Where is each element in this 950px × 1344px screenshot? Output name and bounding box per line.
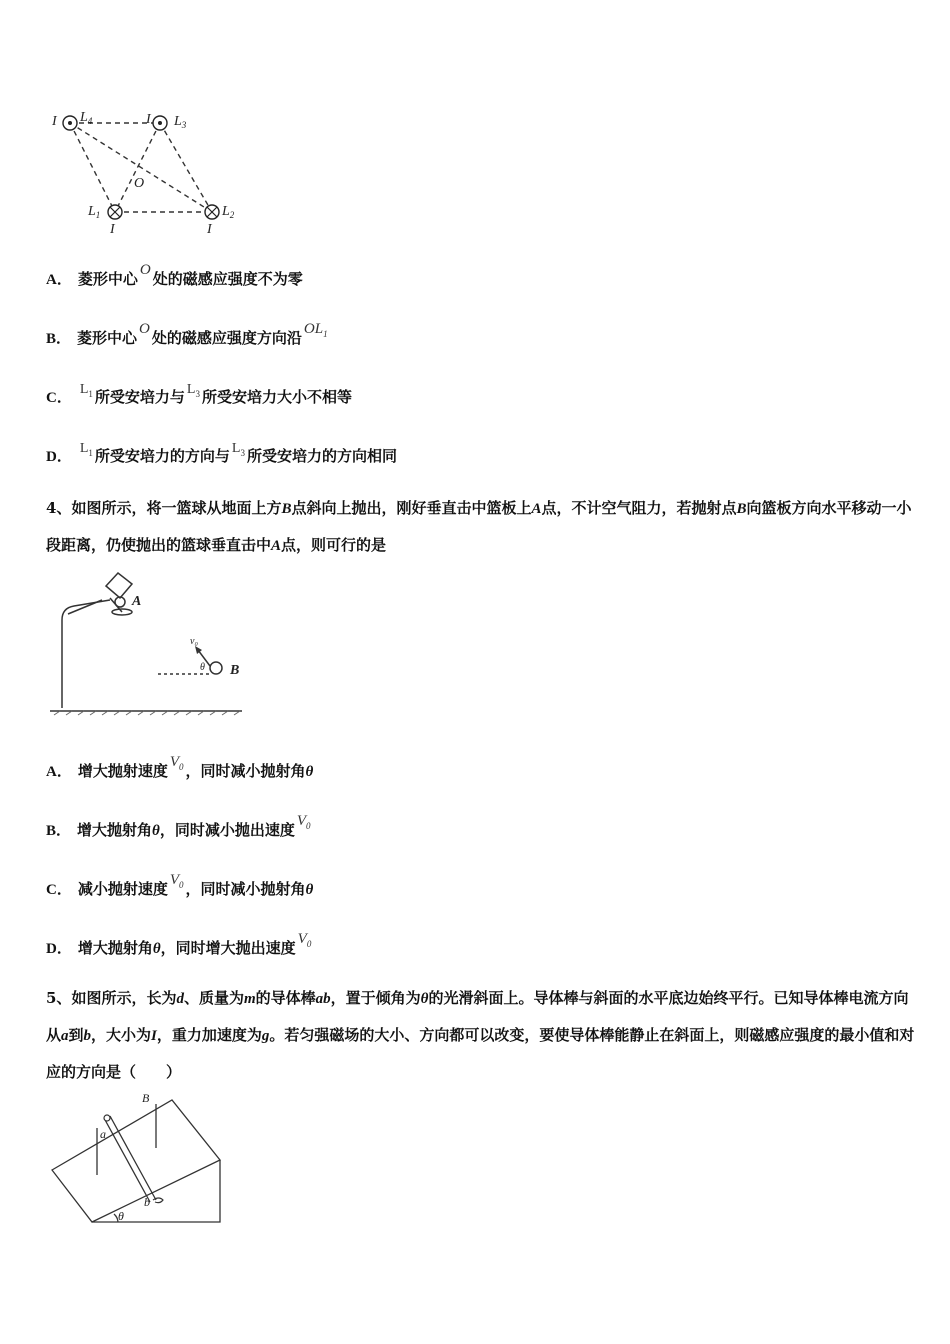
label-I: I <box>146 112 151 127</box>
label-theta: θ <box>118 1209 124 1223</box>
label-b: b <box>144 1195 150 1209</box>
q4-stem: 4、如图所示，将一篮球从地面上方B点斜向上抛出，刚好垂直击中篮板上A点，不计空气阻力，若抛射点B向篮板方向水平移动一小段距离，仍使抛出的篮球垂直击中A点，则可行的是 <box>46 499 912 554</box>
rod-end-b-icon <box>153 1198 163 1203</box>
label-B: B <box>142 1091 150 1105</box>
label-O: O <box>134 176 145 191</box>
q3-option-a: A． 菱形中心 O 处的磁感应强度不为零 <box>46 262 303 288</box>
label-a: a <box>100 1127 106 1141</box>
dot-icon <box>68 121 72 125</box>
q5-stem: 5、如图所示，长为d、质量为m的导体棒ab，置于倾角为θ的光滑斜面上。导体棒与斜面的水平底边始终平行。已知导体棒电流方向从a到b，大小为I，重力加速度为g。若匀强磁场的大小、方向都可以改变，要使导体棒能静止在斜面上，则磁感应强度的最小值和对应的方向是（ ） <box>46 989 915 1081</box>
q3-option-c: C．$L_1$ 所受安培力与 $L_3$ 所受安培力大小不相等 <box>46 382 352 406</box>
label-L2: $L_2$ <box>222 204 235 220</box>
q4-option-a: A． 增大抛射速度 $V_0$ ，同时减小抛射角θ <box>46 754 314 780</box>
label-I: I <box>207 222 212 237</box>
q4-option-d: D． 增大抛射角θ，同时增大抛出速度 $V_0$ <box>46 931 312 957</box>
incline-rod-figure <box>48 1090 228 1230</box>
q3-option-b: B． 菱形中心 O 处的磁感应强度方向沿 $OL_1$ <box>46 321 328 347</box>
ball-at-b-icon <box>210 662 222 674</box>
label-theta: θ <box>200 662 205 673</box>
label-L1: $L_1$ <box>88 204 101 220</box>
basketball-figure <box>50 568 250 718</box>
rhombus-wires-figure <box>50 105 250 240</box>
label-A: A <box>132 594 142 609</box>
label-I: I <box>52 114 57 129</box>
label-L3: $L_3$ <box>174 114 187 130</box>
label-v0: v₀ <box>190 636 198 647</box>
label-I: I <box>110 222 115 237</box>
q3-option-d: D．$L_1$ 所受安培力的方向与 $L_3$ 所受安培力的方向相同 <box>46 441 397 465</box>
q4-option-c: C． 减小抛射速度 $V_0$ ，同时减小抛射角θ <box>46 872 314 898</box>
rod-end-a-icon <box>104 1115 110 1121</box>
label-L4: $L_4$ <box>80 110 93 126</box>
q4-option-b: B． 增大抛射角θ，同时减小抛出速度 $V_0$ <box>46 813 311 839</box>
dot-icon <box>158 121 162 125</box>
label-B: B <box>230 663 240 678</box>
